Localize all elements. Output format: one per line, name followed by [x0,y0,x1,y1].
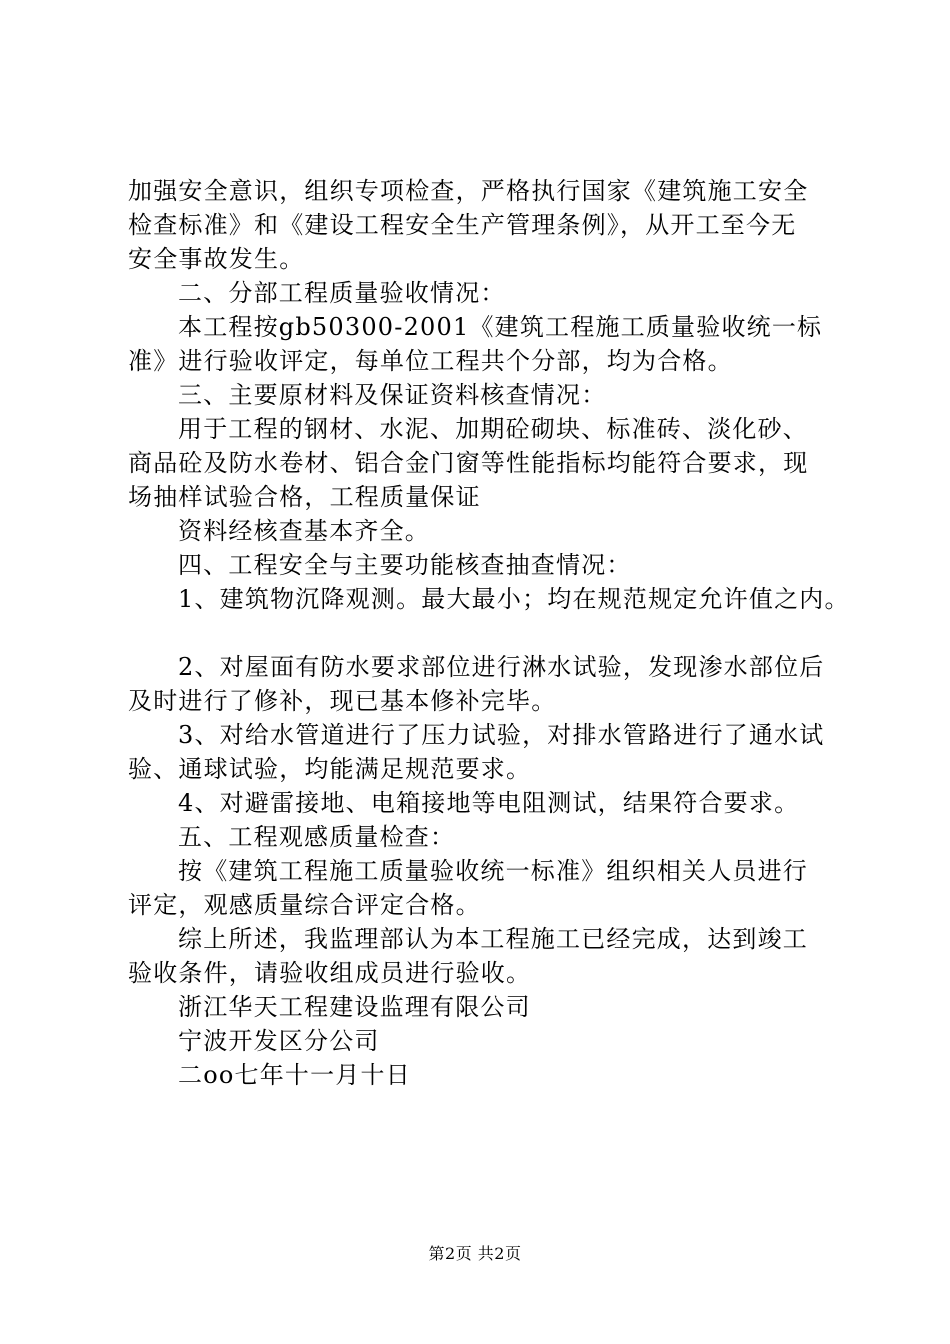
page-footer: 第2页 共2页 [428,1244,522,1263]
document-body [128,174,848,1092]
paragraph-line: 及时进行了修补，现已基本修补完毕。 [128,687,557,715]
paragraph-line: 评定，观感质量综合评定合格。 [128,891,481,919]
paragraph-line: 用于工程的钢材、水泥、加期砼砌块、标准砖、淡化砂、 [178,415,808,443]
paragraph-line: 资料经核查基本齐全。 [178,517,430,545]
paragraph-line: 安全事故发生。 [128,245,305,273]
conclusion-line: 综上所述，我监理部认为本工程施工已经完成，达到竣工 [178,925,808,953]
conclusion-line: 验收条件，请验收组成员进行验收。 [128,959,532,987]
document-date: 二oo七年十一月十日 [178,1061,411,1089]
paragraph-line: 按《建筑工程施工质量验收统一标准》组织相关人员进行 [178,857,808,885]
paragraph-line: 本工程按gb50300-2001《建筑工程施工质量验收统一标 [178,313,823,341]
list-item-1: 1、建筑物沉降观测。最大最小；均在规范规定允许值之内。 [178,585,850,613]
section-heading-3: 三、主要原材料及保证资料核查情况： [178,381,607,409]
paragraph-line: 准》进行验收评定，每单位工程共个分部，均为合格。 [128,347,733,375]
list-item-3: 3、对给水管道进行了压力试验，对排水管路进行了通水试 [178,721,825,749]
list-item-4: 4、对避雷接地、电箱接地等电阻测试，结果符合要求。 [178,789,800,817]
section-heading-4: 四、工程安全与主要功能核查抽查情况： [178,551,632,579]
paragraph-line: 检查标准》和《建设工程安全生产管理条例》，从开工至今无 [128,211,797,239]
list-item-2: 2、对屋面有防水要求部位进行淋水试验，发现渗水部位后 [178,653,825,681]
branch-name: 宁波开发区分公司 [178,1027,380,1055]
section-heading-2: 二、分部工程质量验收情况： [178,279,506,307]
blank-line [128,616,848,650]
paragraph-line: 商品砼及防水卷材、铝合金门窗等性能指标均能符合要求，现 [128,449,809,477]
section-heading-5: 五、工程观感质量检查： [178,823,456,851]
paragraph-line: 加强安全意识，组织专项检查，严格执行国家《建筑施工安全 [128,177,809,205]
company-name: 浙江华天工程建设监理有限公司 [178,993,531,1021]
paragraph-line: 验、通球试验，均能满足规范要求。 [128,755,532,783]
paragraph-line: 场抽样试验合格，工程质量保证 [128,483,481,511]
